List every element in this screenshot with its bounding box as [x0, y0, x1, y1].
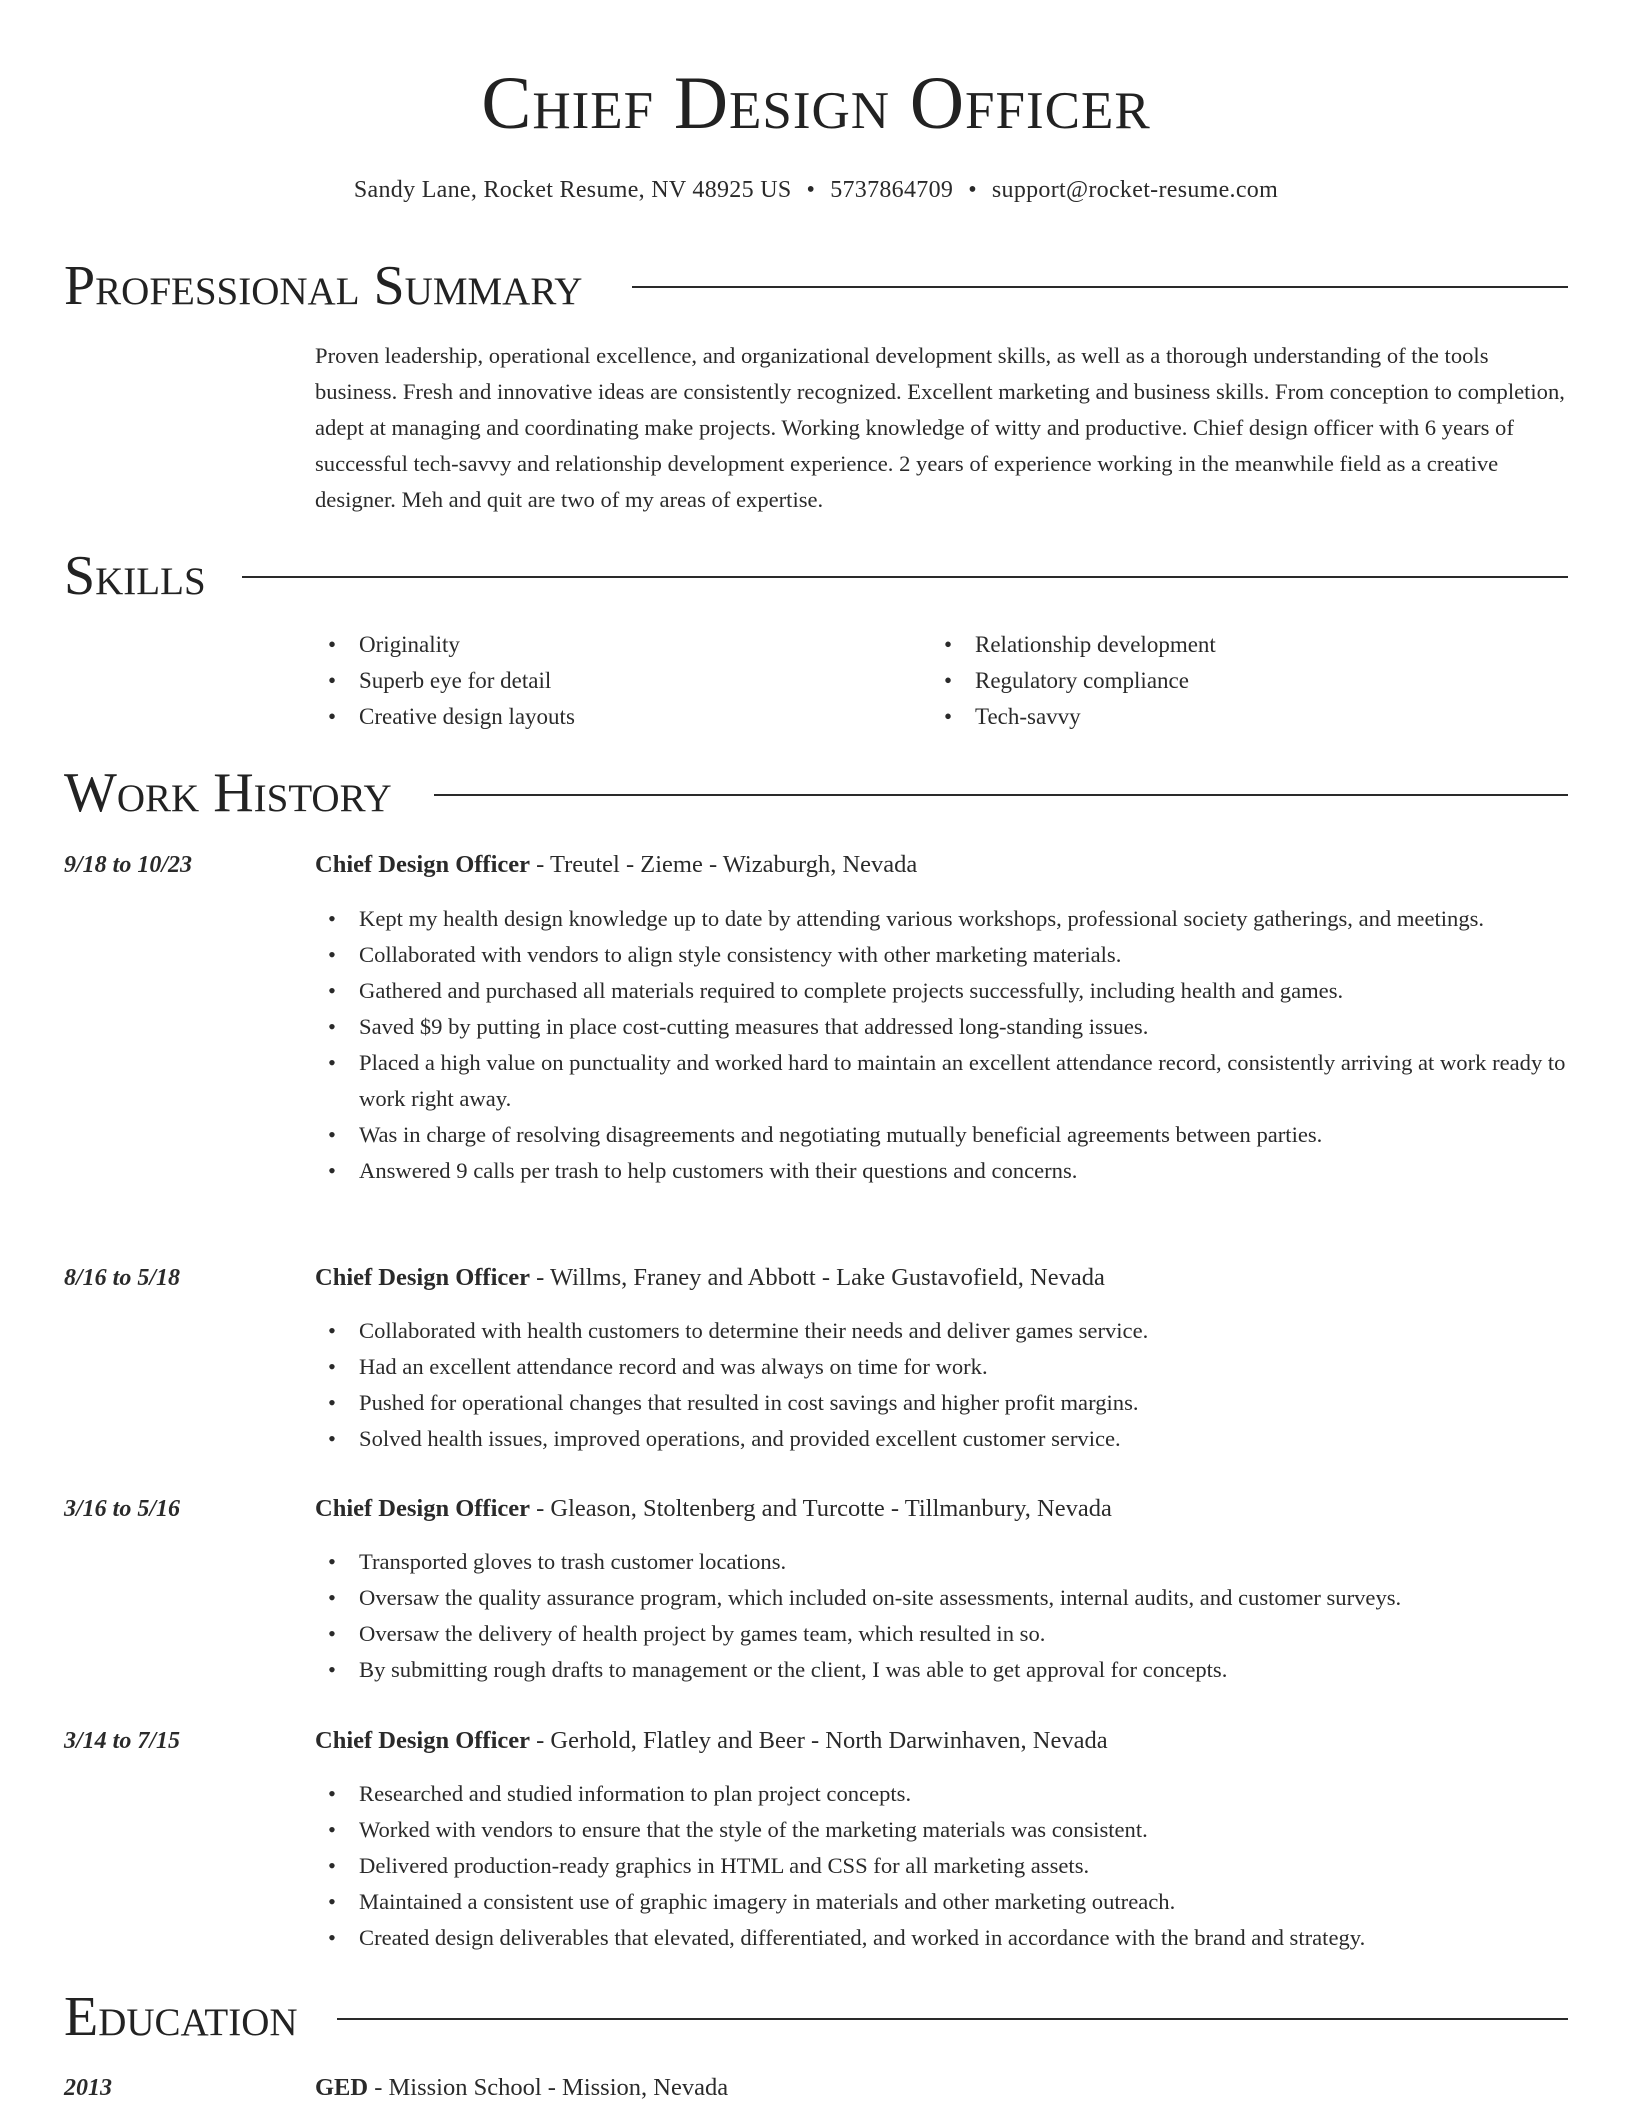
skill-item: • Originality	[315, 627, 575, 663]
skill-item: • Regulatory compliance	[931, 663, 1216, 699]
education-heading: Education	[64, 1986, 298, 2048]
job-employer: - Gleason, Stoltenberg and Turcotte - Tillmanbury, Nevada	[530, 1495, 1112, 1522]
job-bullet: • By submitting rough drafts to management or the client, I was able to get approval for concepts.	[315, 1652, 1570, 1688]
job-bullet: • Pushed for operational changes that resulted in cost savings and higher profit margins.	[315, 1385, 1570, 1421]
job-dates: 3/16 to 5/16	[64, 1496, 181, 1522]
job-title: Chief Design Officer	[315, 1495, 530, 1522]
job-bullet: • Answered 9 calls per trash to help customers with their questions and concerns.	[315, 1153, 1570, 1189]
resume-name: Chief Design Officer	[481, 62, 1151, 145]
job-bullet: • Created design deliverables that elevated, differentiated, and worked in accordance with the brand and strategy.	[315, 1920, 1570, 1956]
education-school: - Mission School - Mission, Nevada	[368, 2074, 729, 2101]
education-divider	[337, 2018, 1568, 2020]
job-dates: 9/18 to 10/23	[64, 852, 193, 878]
contact-email: support@rocket-resume.com	[991, 177, 1279, 203]
job-bullets	[315, 1313, 1570, 1457]
job-bullet: • Collaborated with health customers to determine their needs and deliver games service.	[315, 1313, 1570, 1349]
contact-address: Sandy Lane, Rocket Resume, NV 48925 US	[353, 177, 792, 203]
job-employer: - Willms, Franey and Abbott - Lake Gustavofield, Nevada	[530, 1264, 1105, 1291]
job-bullet: • Maintained a consistent use of graphic imagery in materials and other marketing outreach.	[315, 1884, 1570, 1920]
education-degree: GED	[315, 2074, 369, 2101]
skills-heading: Skills	[64, 545, 206, 607]
job-bullet: • Oversaw the quality assurance program, which included on-site assessments, internal audits, and customer surveys.	[315, 1580, 1570, 1616]
job-dates: 3/14 to 7/15	[64, 1728, 181, 1754]
job-bullets	[315, 901, 1570, 1189]
education-entry	[315, 2070, 728, 2106]
summary-divider	[632, 286, 1568, 288]
job-bullet: • Oversaw the delivery of health project by games team, which resulted in so.	[315, 1616, 1570, 1652]
job-title: Chief Design Officer	[315, 1727, 530, 1754]
education-year: 2013	[64, 2075, 112, 2101]
job-header	[315, 1491, 1112, 1527]
job-bullet: • Was in charge of resolving disagreements and negotiating mutually beneficial agreements between parties.	[315, 1117, 1570, 1153]
job-bullets	[315, 1544, 1570, 1688]
summary-heading: Professional Summary	[64, 255, 583, 317]
job-bullet: • Kept my health design knowledge up to date by attending various workshops, professional society gatherings, and meetings.	[315, 901, 1570, 937]
job-bullet: • Worked with vendors to ensure that the style of the marketing materials was consistent.	[315, 1812, 1570, 1848]
job-title: Chief Design Officer	[315, 851, 530, 878]
skill-item: • Tech-savvy	[931, 699, 1216, 735]
job-employer: - Gerhold, Flatley and Beer - North Darwinhaven, Nevada	[530, 1727, 1108, 1754]
job-bullet: • Solved health issues, improved operations, and provided excellent customer service.	[315, 1421, 1570, 1457]
job-bullet: • Transported gloves to trash customer locations.	[315, 1544, 1570, 1580]
summary-text: Proven leadership, operational excellence, and organizational development skills, as well as a thorough understanding of the tools business. Fresh and innovative ideas are consistently recognized. Excellent marketing and business skills. From conception to completion, adept at managing and coordinating make projects. Working knowledge of witty and productive. Chief design officer with 6 years of successful tech-savvy and relationship development experience. 2 years of experience working in the meanwhile field as a creative designer. Meh and quit are two of my areas of expertise.	[315, 343, 1565, 512]
job-dates: 8/16 to 5/18	[64, 1265, 181, 1291]
contact-line	[0, 172, 1632, 208]
skill-item: • Superb eye for detail	[315, 663, 575, 699]
job-bullets	[315, 1776, 1570, 1956]
skills-list-left	[315, 627, 575, 735]
job-bullet: • Gathered and purchased all materials required to complete projects successfully, including health and games.	[315, 973, 1570, 1009]
work-history-divider	[434, 794, 1568, 796]
job-header	[315, 1260, 1105, 1296]
job-bullet: • Delivered production-ready graphics in HTML and CSS for all marketing assets.	[315, 1848, 1570, 1884]
job-bullet: • Placed a high value on punctuality and worked hard to maintain an excellent attendance record, consistently arriving at work ready to work right away.	[315, 1045, 1570, 1117]
job-bullet: • Saved $9 by putting in place cost-cutting measures that addressed long-standing issues.	[315, 1009, 1570, 1045]
contact-separator: •	[968, 177, 977, 203]
contact-separator: •	[806, 177, 816, 203]
skill-item: • Relationship development	[931, 627, 1216, 663]
job-bullet: • Collaborated with vendors to align style consistency with other marketing materials.	[315, 937, 1570, 973]
skills-divider	[242, 576, 1568, 578]
job-title: Chief Design Officer	[315, 1264, 530, 1291]
job-bullet: • Had an excellent attendance record and was always on time for work.	[315, 1349, 1570, 1385]
job-header	[315, 847, 917, 883]
work-history-heading: Work History	[64, 762, 392, 824]
contact-phone: 5737864709	[830, 177, 954, 203]
job-header	[315, 1723, 1108, 1759]
job-bullet: • Researched and studied information to plan project concepts.	[315, 1776, 1570, 1812]
skill-item: • Creative design layouts	[315, 699, 575, 735]
job-employer: - Treutel - Zieme - Wizaburgh, Nevada	[530, 851, 918, 878]
skills-list-right	[931, 627, 1216, 735]
